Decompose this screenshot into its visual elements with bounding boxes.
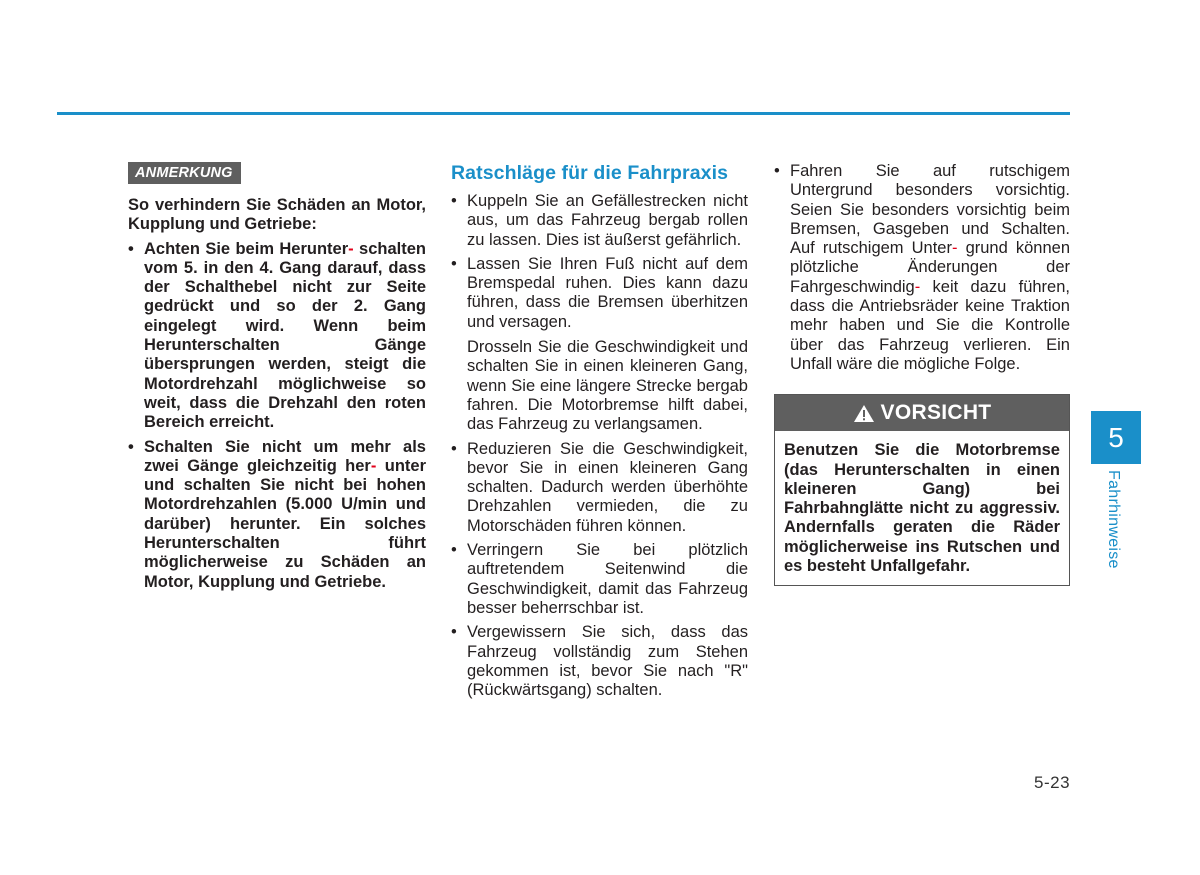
slippery-item: • Fahren Sie auf rutschigem Untergrund besonders vorsichtig. Seien Sie besonders vorsichtig beim Bremsen, Gasgeben und Schalten. Auf rutschigem Unter- grund können plötzliche Änderungen der Fahrgeschwindig- keit dazu führen, dass die Antriebsräder keine Traktion mehr haben und Sie die Kontrolle über das Fahrzeug verlieren. Ein Unfall wäre die mögliche Folge. — [774, 162, 1070, 374]
tip-item: • Kuppeln Sie an Gefällestrecken nicht aus, um das Fahrzeug bergab rollen zu lassen. Dies ist äußerst gefährlich. — [451, 192, 748, 250]
chapter-number-tab: 5 — [1091, 411, 1141, 464]
note-intro: So verhindern Sie Schäden an Motor, Kupplung und Getriebe: — [128, 196, 426, 234]
note-tag: ANMERKUNG — [128, 162, 241, 184]
warning-triangle-icon — [853, 404, 875, 423]
slippery-list — [774, 162, 1070, 374]
tips-section — [451, 162, 748, 700]
slippery-section — [774, 162, 1070, 586]
tip-subparagraph: Drosseln Sie die Geschwindigkeit und schalten Sie in einen kleineren Gang, wenn Sie eine längere Strecke bergab fahren. Die Motorbremse hilft dabei, das Fahrzeug zu verlangsamen. — [467, 338, 748, 434]
header-rule — [57, 112, 1070, 115]
tip-item: • Reduzieren Sie die Geschwindigkeit, bevor Sie in einen kleineren Gang schalten. Dadurch werden überhöhte Drehzahlen vermieden, die zu Motorschäden führen können. — [451, 440, 748, 536]
tip-item: • Verringern Sie bei plötzlich auftretendem Seitenwind die Geschwindigkeit, damit das Fahrzeug besser beherrschbar ist. — [451, 541, 748, 618]
note-item: • Schalten Sie nicht um mehr als zwei Gänge gleichzeitig her- unter und schalten Sie nicht bei hohen Motordrehzahlen (5.000 U/min und darüber) herunter. Ein solches Herunterschalten führt möglicherweise zu Schäden an Motor, Kupplung und Getriebe. — [128, 438, 426, 592]
caution-title: VORSICHT — [880, 401, 992, 425]
caution-body: Benutzen Sie die Motorbremse (das Herunterschalten in einen kleineren Gang) bei Fahrbahnglätte nicht zu aggressiv. Andernfalls geraten die Räder möglicherweise ins Rutschen und es besteht Unfallgefahr. — [784, 441, 1060, 576]
caution-header — [775, 395, 1069, 431]
section-heading: Ratschläge für die Fahrpraxis — [451, 162, 729, 184]
note-section — [128, 162, 426, 592]
note-list — [128, 240, 426, 592]
caution-box — [774, 394, 1070, 586]
note-item: • Achten Sie beim Herunter- schalten vom 5. in den 4. Gang darauf, dass der Schalthebel nicht zur Seite gedrückt und so der 2. Gang eingelegt wird. Wenn beim Herunterschalten Gänge übersprungen werden, steigt die Motordrehzahl möglichweise so weit, dass die Drehzahl den roten Bereich erreicht. — [128, 240, 426, 433]
page-number: 5-23 — [1034, 773, 1071, 792]
chapter-title: Fahrhinweise — [1105, 470, 1122, 569]
tips-list — [451, 192, 748, 700]
tip-item: • Vergewissern Sie sich, dass das Fahrzeug vollständig zum Stehen gekommen ist, bevor Sie nach "R" (Rückwärtsgang) schalten. — [451, 623, 748, 700]
tip-item: • Lassen Sie Ihren Fuß nicht auf dem Bremspedal ruhen. Dies kann dazu führen, dass die Bremsen überhitzen und versagen. Drosseln Sie die Geschwindigkeit und schalten Sie in einen kleineren Gang, wenn Sie eine längere Strecke bergab fahren. Die Motorbremse hilft dabei, das Fahrzeug zu verlangsamen. — [451, 255, 748, 435]
